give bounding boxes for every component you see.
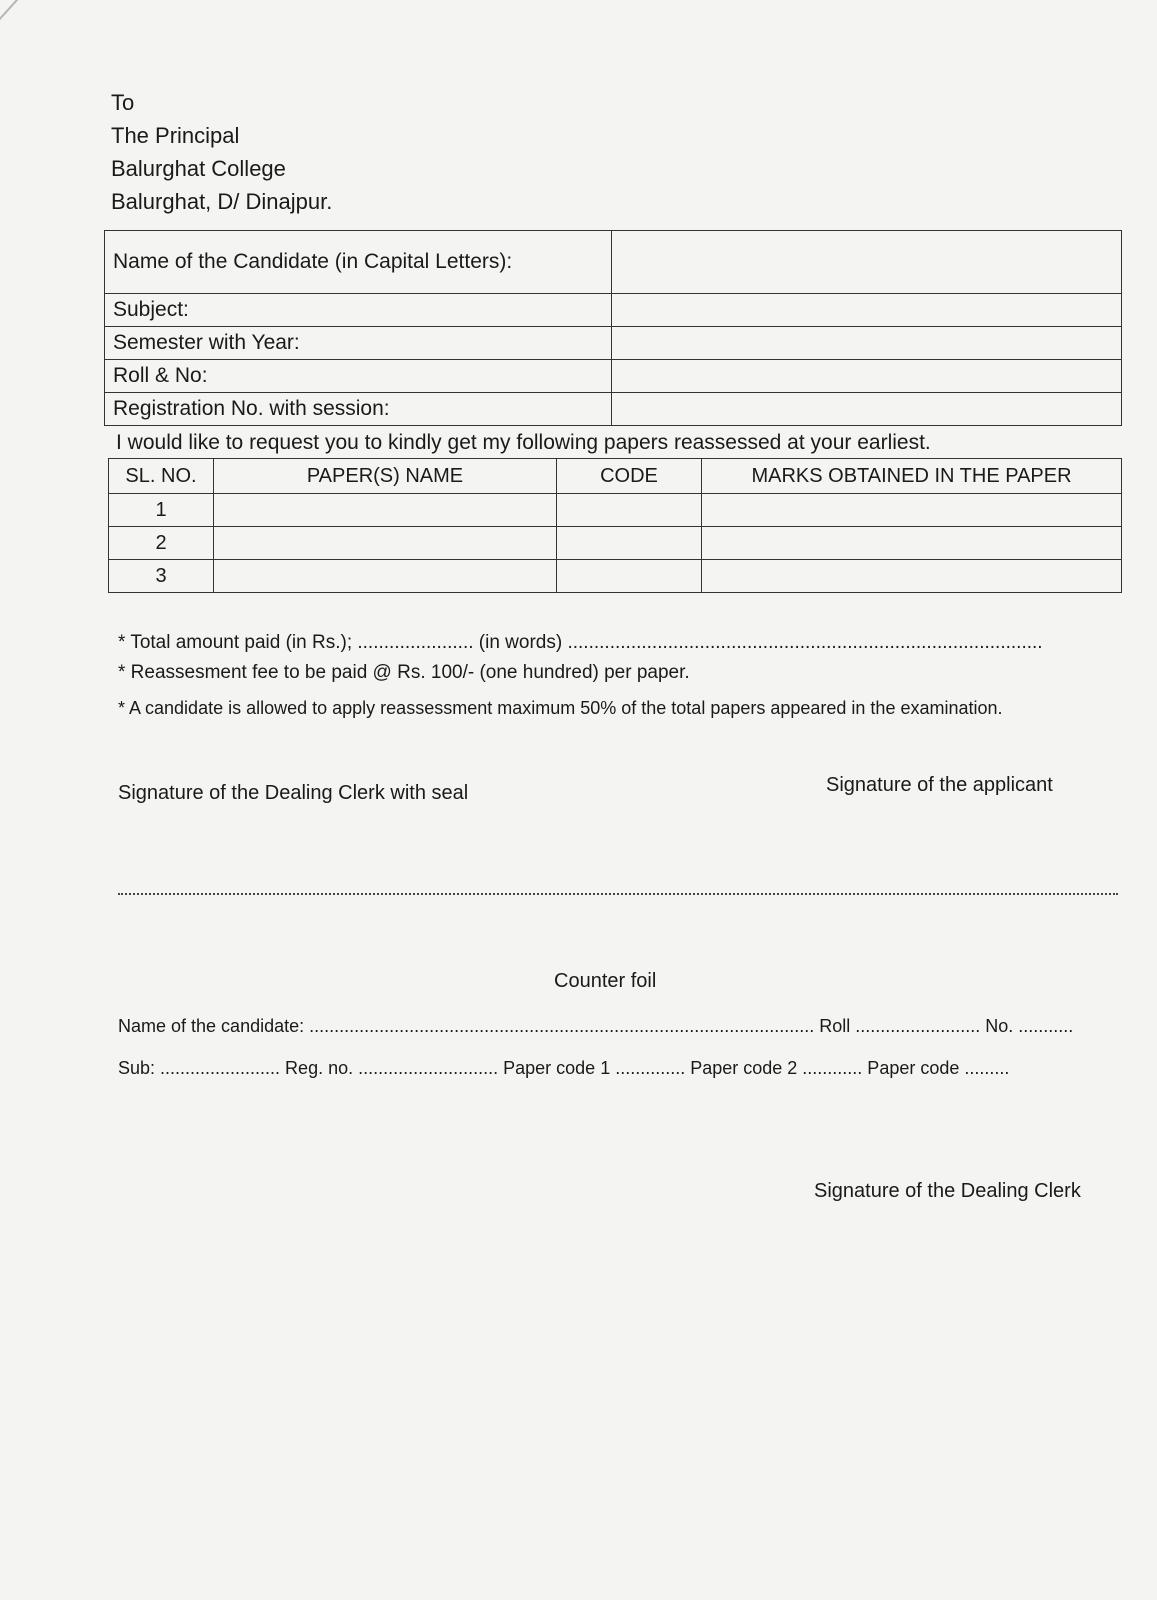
fee-note: * Reassesment fee to be paid @ Rs. 100/- (one hundred) per paper. <box>118 662 690 683</box>
paper-marks-cell[interactable] <box>702 560 1122 593</box>
paper-name-cell[interactable] <box>214 527 557 560</box>
counter-foil-sub-line: Sub: ........................ Reg. no. ............................ Paper code 1 .............. Paper code 2 ............ Paper code ......... <box>118 1058 1010 1078</box>
paper-code-cell[interactable] <box>557 494 702 527</box>
address-to: To <box>111 90 135 115</box>
header-paper-name: PAPER(S) NAME <box>214 459 557 494</box>
row-serial: 3 <box>109 560 214 593</box>
row-serial: 1 <box>109 494 214 527</box>
table-row <box>109 527 1122 560</box>
address-line-3: Balurghat, D/ Dinajpur. <box>111 189 333 214</box>
roll-label: Roll & No: <box>105 360 612 393</box>
counter-foil-name-line: Name of the candidate: ..................................................................................................... Roll ......................... No. ........... <box>118 1016 1074 1036</box>
papers-header-row <box>109 459 1122 494</box>
registration-field[interactable] <box>612 393 1122 426</box>
header-code: CODE <box>557 459 702 494</box>
paper-code-cell[interactable] <box>557 527 702 560</box>
subject-field[interactable] <box>612 294 1122 327</box>
row-serial: 2 <box>109 527 214 560</box>
address-block <box>111 86 332 218</box>
request-statement: I would like to request you to kindly get my following papers reassessed at your earliest. <box>116 431 931 454</box>
paper-marks-cell[interactable] <box>702 494 1122 527</box>
semester-field[interactable] <box>612 327 1122 360</box>
counter-foil-title: Counter foil <box>554 970 657 992</box>
total-amount-note: * Total amount paid (in Rs.); ...................... (in words) .......................................................................................... <box>118 632 1043 653</box>
header-sl-no: SL. NO. <box>109 459 214 494</box>
clerk-seal-signature-label: Signature of the Dealing Clerk with seal <box>118 782 469 804</box>
subject-label: Subject: <box>105 294 612 327</box>
paper-fold-mark <box>0 0 94 42</box>
cut-line <box>118 893 1118 895</box>
registration-label: Registration No. with session: <box>105 393 612 426</box>
paper-marks-cell[interactable] <box>702 527 1122 560</box>
address-line-2: Balurghat College <box>111 156 286 181</box>
paper-name-cell[interactable] <box>214 560 557 593</box>
name-label: Name of the Candidate (in Capital Letters): <box>105 231 612 294</box>
name-field[interactable] <box>612 231 1122 294</box>
candidate-details-table <box>104 230 1122 426</box>
table-row <box>109 560 1122 593</box>
counter-foil-clerk-signature: Signature of the Dealing Clerk <box>814 1180 1081 1202</box>
header-marks: MARKS OBTAINED IN THE PAPER <box>702 459 1122 494</box>
address-line-1: The Principal <box>111 123 240 148</box>
applicant-signature-label: Signature of the applicant <box>826 774 1053 796</box>
papers-table <box>108 458 1122 593</box>
paper-name-cell[interactable] <box>214 494 557 527</box>
allowed-note: * A candidate is allowed to apply reassessment maximum 50% of the total papers appeared in the examination. <box>118 698 1003 718</box>
paper-code-cell[interactable] <box>557 560 702 593</box>
roll-field[interactable] <box>612 360 1122 393</box>
table-row <box>109 494 1122 527</box>
semester-label: Semester with Year: <box>105 327 612 360</box>
